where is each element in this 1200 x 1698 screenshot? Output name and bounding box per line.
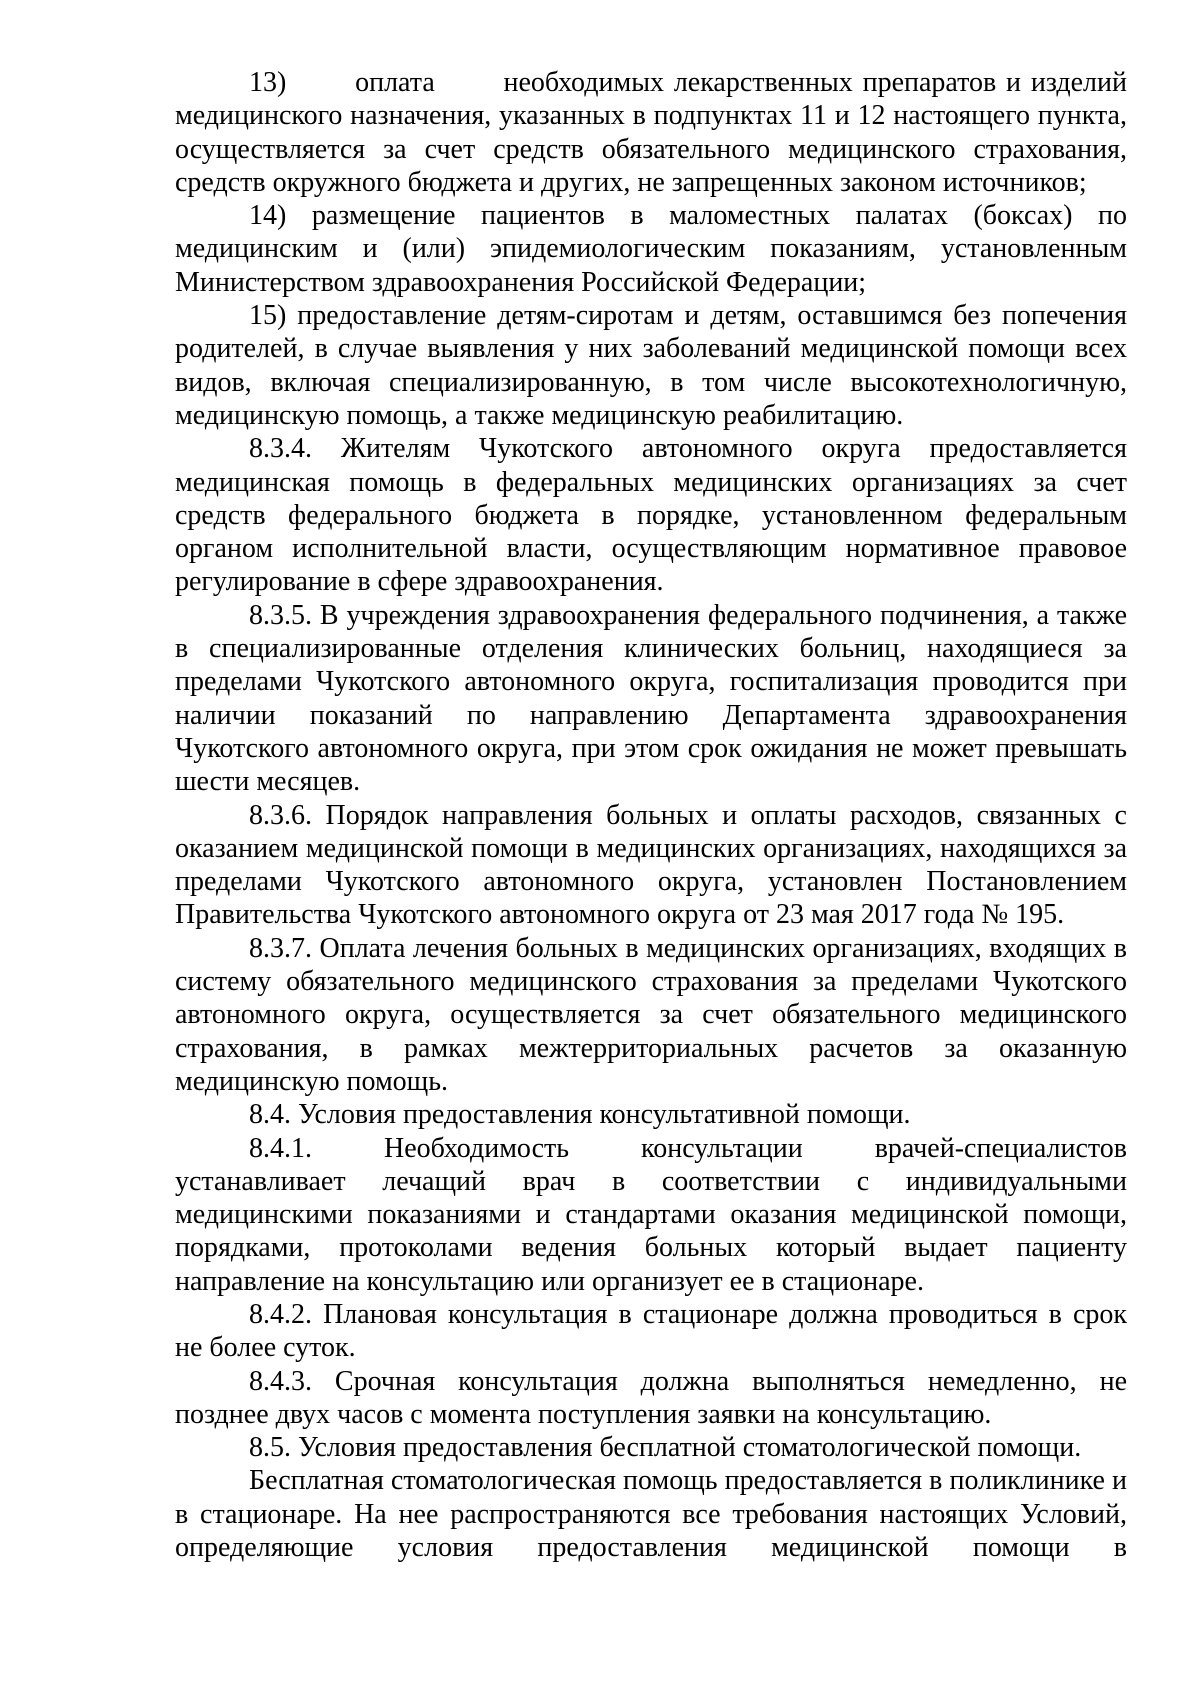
paragraph-8-4-3: 8.4.3. Срочная консультация должна выполняться немедленно, не позднее двух часов с момента поступления заявки на консультацию.: [175, 1365, 1127, 1430]
paragraph-8-3-6: 8.3.6. Порядок направления больных и оплаты расходов, связанных с оказанием медицинской помощи в медицинских организациях, находящихся за пределами Чукотского автономного округа, установлен Постановлением Правительства Чукотского автономного округа от 23 мая 2017 года № 195.: [175, 799, 1127, 931]
document-page: [175, 66, 1127, 1564]
paragraph-item-13: 13) оплата необходимых лекарственных препаратов и изделий медицинского назначения, указанных в подпунктах 11 и 12 настоящего пункта, осуществляется за счет средств обязательного медицинского страхования, средств окружного бюджета и других, не запрещенных законом источников;: [175, 67, 1127, 198]
section-heading-8-4: 8.4. Условия предоставления консультативной помощи.: [249, 1099, 911, 1131]
paragraph-8-4-2: 8.4.2. Плановая консультация в стационаре должна проводиться в срок не более суток.: [175, 1298, 1127, 1364]
paragraph-item-15: 15) предоставление детям-сиротам и детям, оставшимся без попечения родителей, в случае выявления у них заболеваний медицинской помощи всех видов, включая специализированную, в том числе высокотехнологичную, медицинскую помощь, а также медицинскую реабилитацию.: [175, 300, 1127, 431]
paragraph-8-4-1: 8.4.1. Необходимость консультации врачей-специалистов устанавливает лечащий врач в соответствии с индивидуальными медицинскими показаниями и стандартами оказания медицинской помощи, порядками, протоколами ведения больных который выдает пациенту направление на консультацию или организует ее в стационаре.: [175, 1132, 1127, 1297]
paragraph-item-14: 14) размещение пациентов в маломестных палатах (боксах) по медицинским и (или) эпидемиологическим показаниям, установленным Министерством здравоохранения Российской Федерации;: [175, 200, 1127, 298]
paragraph-8-3-5: 8.3.5. В учреждения здравоохранения федерального подчинения, а также в специализированные отделения клинических больниц, находящиеся за пределами Чукотского автономного округа, госпитализация проводится при наличии показаний по направлению Департамента здравоохранения Чукотского автономного округа, при этом срок ожидания не может превышать шести месяцев.: [175, 599, 1127, 798]
paragraph-8-3-7: 8.3.7. Оплата лечения больных в медицинских организациях, входящих в систему обязательного медицинского страхования за пределами Чукотского автономного округа, осуществляется за счет обязательного медицинского страхования, в рамках межтерриториальных расчетов за оказанную медицинскую помощь.: [175, 932, 1127, 1097]
section-heading-8-5: 8.5. Условия предоставления бесплатной стоматологической помощи.: [249, 1432, 1082, 1464]
paragraph-dental-care: Бесплатная стоматологическая помощь предоставляется в поликлинике и в стационаре. На нее распространяются все требования настоящих Условий, определяющие условия предоставления медицинской помощи в: [175, 1465, 1127, 1564]
paragraph-8-3-4: 8.3.4. Жителям Чукотского автономного округа предоставляется медицинская помощь в федеральных медицинских организациях за счет средств федерального бюджета в порядке, установленном федеральным органом исполнительной власти, осуществляющим нормативное правовое регулирование в сфере здравоохранения.: [175, 433, 1127, 598]
